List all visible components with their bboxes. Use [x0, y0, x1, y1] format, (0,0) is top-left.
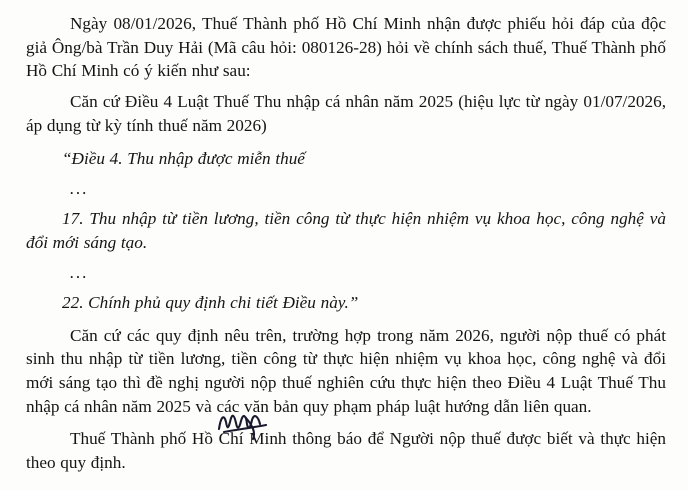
closing-block — [26, 427, 666, 474]
paragraph-clause-22: 22. Chính phủ quy định chi tiết Điều này.” — [62, 292, 359, 312]
paragraph-article-heading: “Điều 4. Thu nhập được miễn thuế — [62, 148, 305, 168]
paragraph-conclusion: Căn cứ các quy định nêu trên, trường hợp trong năm 2026, người nộp thuế có phát sinh thu nhập từ tiền lương, tiền công từ thực hiện nhiệm vụ khoa học, công nghệ và đổi mới sáng tạo thì đề nghị người nộp thuế nghiên cứu thực hiện theo Điều 4 Luật Thuế Thu nhập cá nhân năm 2025 và các văn bản quy phạm pháp luật hướng dẫn liên quan. — [26, 325, 666, 416]
paragraph-ellipsis-2: ... — [70, 263, 89, 283]
paragraph-ellipsis-1: ... — [70, 179, 89, 199]
paragraph-clause-17: 17. Thu nhập từ tiền lương, tiền công từ thực hiện nhiệm vụ khoa học, công nghệ và đổi mới sáng tạo. — [26, 208, 666, 252]
paragraph-notice: Thuế Thành phố Hồ Chí Minh thông báo để Người nộp thuế được biết và thực hiện theo quy định. — [26, 429, 666, 473]
paragraph-intro: Ngày 08/01/2026, Thuế Thành phố Hồ Chí Minh nhận được phiếu hỏi đáp của độc giả Ông/bà Trần Duy Hải (Mã câu hỏi: 080126-28) hỏi về chính sách thuế, Thuế Thành phố Hồ Chí Minh có ý kiến như sau: — [26, 14, 666, 81]
paragraph-legal-basis: Căn cứ Điều 4 Luật Thuế Thu nhập cá nhân năm 2025 (hiệu lực từ ngày 01/07/2026, áp dụng từ kỳ tính thuế năm 2026) — [26, 92, 666, 135]
